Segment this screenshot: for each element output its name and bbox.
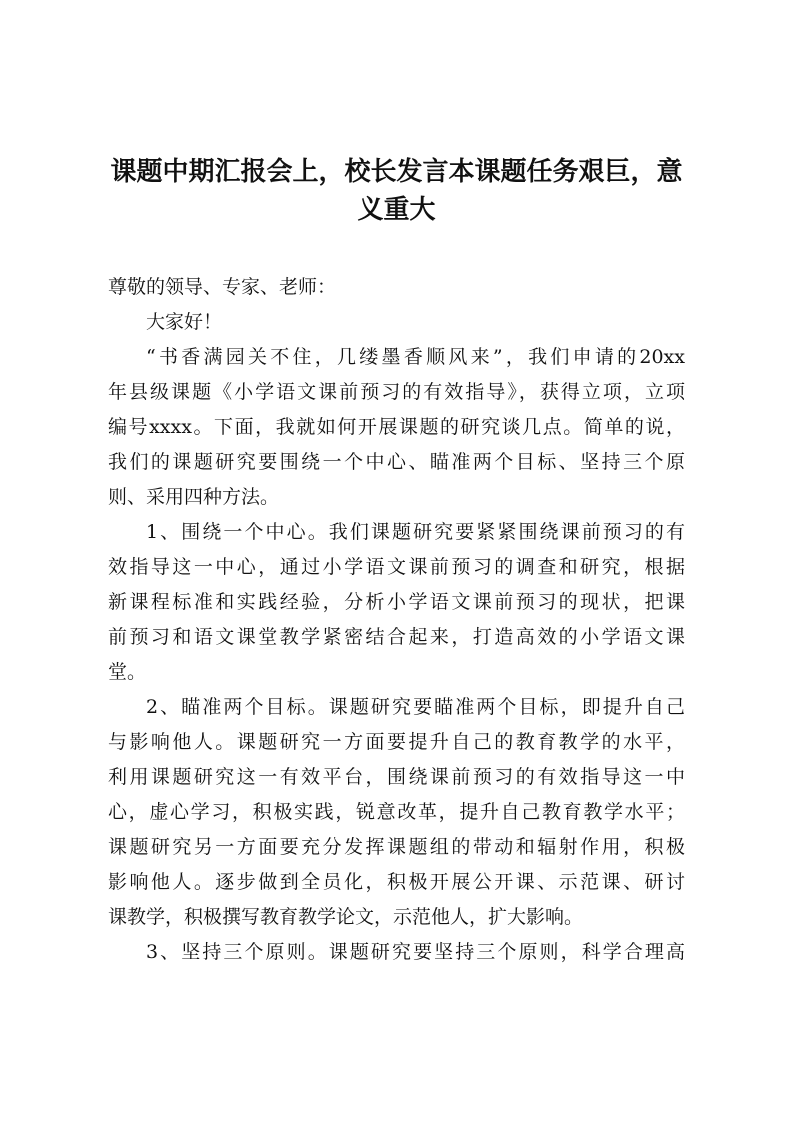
paragraph-line: 与影响他人。课题研究一方面要提升自己的教育教学的水平， [108, 731, 685, 753]
paragraph-line: “书香满园关不住，几缕墨香顺风来”，我们申请的20xx [146, 346, 685, 368]
paragraph-line: 课题研究另一方面要充分发挥课题组的带动和辐射作用，积极 [108, 836, 685, 858]
paragraph-line: 效指导这一中心，通过小学语文课前预习的调查和研究，根据 [108, 556, 685, 578]
salutation: 尊敬的领导、专家、老师： [108, 276, 337, 298]
paragraph-line: 课教学，积极撰写教育教学论文，示范他人，扩大影响。 [108, 906, 584, 928]
paragraph-line: 1、围绕一个中心。我们课题研究要紧紧围绕课前预习的有 [146, 521, 685, 543]
title-line: 义重大 [357, 195, 436, 225]
paragraph-line: 编号xxxx。下面，我就如何开展课题的研究谈几点。简单的说， [108, 416, 685, 438]
paragraph-line: 影响他人。逐步做到全员化，积极开展公开课、示范课、研讨 [108, 871, 685, 893]
paragraph-line: 前预习和语文课堂教学紧密结合起来，打造高效的小学语文课 [108, 626, 685, 648]
paragraph-line: 年县级课题《小学语文课前预习的有效指导》，获得立项，立项 [108, 381, 685, 403]
paragraph-line: 堂。 [108, 661, 147, 683]
paragraph-line: 新课程标准和实践经验，分析小学语文课前预习的现状，把课 [108, 591, 685, 613]
paragraph-line: 我们的课题研究要围绕一个中心、瞄准两个目标、坚持三个原 [108, 451, 685, 473]
paragraph-line: 心，虚心学习，积极实践，锐意改革，提升自己教育教学水平； [108, 801, 685, 823]
greeting: 大家好！ [146, 311, 223, 333]
paragraph-line: 2、瞄准两个目标。课题研究要瞄准两个目标，即提升自己 [146, 696, 685, 718]
paragraph-line: 利用课题研究这一有效平台，围绕课前预习的有效指导这一中 [108, 766, 685, 788]
paragraph-line: 则、采用四种方法。 [108, 486, 280, 508]
paragraph-line: 3、坚持三个原则。课题研究要坚持三个原则，科学合理高 [146, 941, 685, 963]
title-line: 课题中期汇报会上，校长发言本课题任务艰巨，意 [110, 157, 683, 187]
